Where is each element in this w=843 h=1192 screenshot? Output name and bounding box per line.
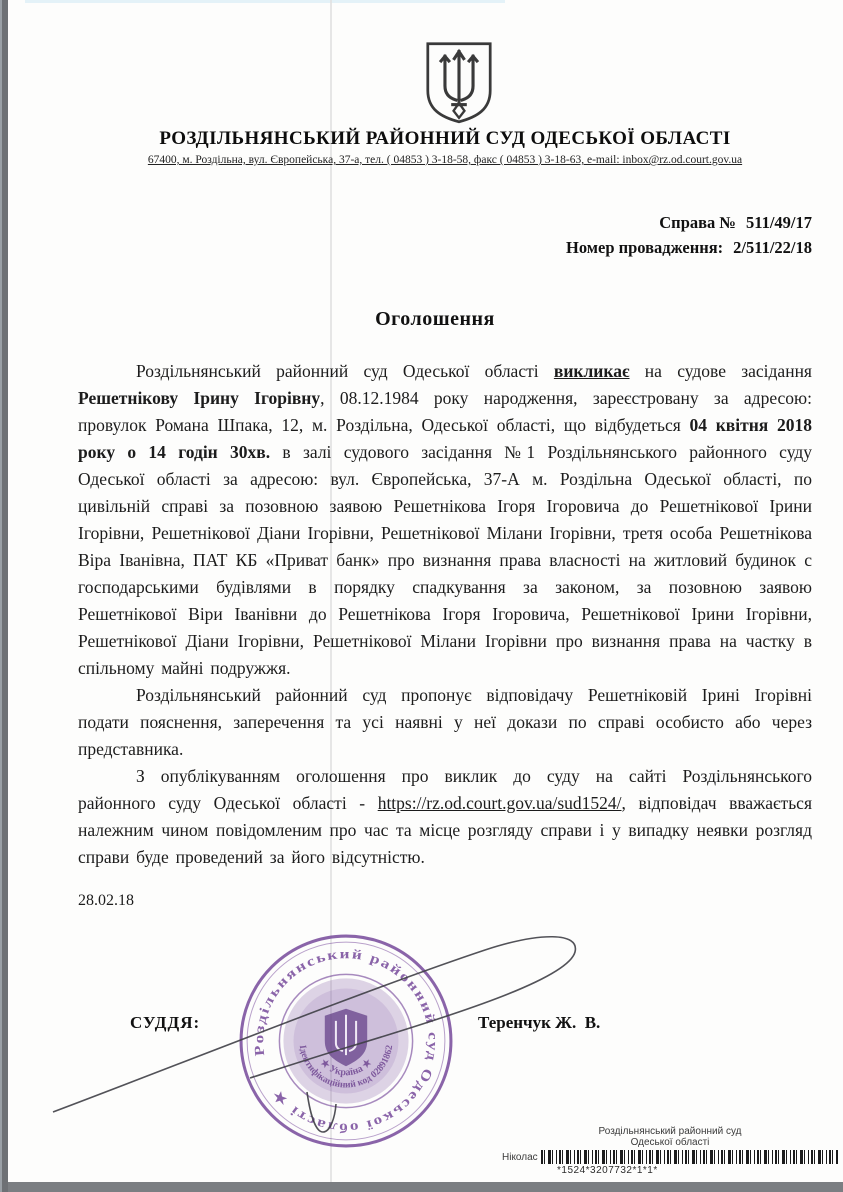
text-segment: З опублікуванням оголошення про виклик до суду на сайті Роздільнянського районного суду Одеської області -: [78, 766, 812, 813]
body-paragraph: [78, 763, 812, 871]
barcode-row: [502, 1150, 838, 1164]
footer-court-line1: Роздільнянський районний суд: [598, 1126, 742, 1137]
text-segment: викликає: [553, 361, 630, 381]
document-title: Оголошення: [375, 308, 495, 330]
court-website-url: https://rz.od.court.gov.ua/sud1524/: [377, 793, 622, 813]
text-segment: 04 квітня 2018 року о 14 годін 30хв.: [78, 415, 812, 462]
body-paragraph: [78, 682, 812, 763]
case-number-value: 511/49/17: [745, 213, 812, 232]
scan-edge-top: [25, 0, 505, 3]
case-number-label: Справа №: [659, 213, 736, 232]
document-date: 28.02.18: [78, 892, 134, 909]
case-info-block: [566, 210, 812, 260]
judge-label: СУДДЯ:: [130, 1013, 201, 1032]
stamp-outer-ring-text: Роздільнянський районний суд Одеської області ★: [251, 946, 441, 1136]
ukraine-trident-emblem: [420, 38, 498, 126]
document-body: [78, 358, 812, 871]
court-name-heading: РОЗДІЛЬНЯНСЬКИЙ РАЙОННИЙ СУД ОДЕСЬКОЇ ОБЛАСТІ: [159, 128, 731, 149]
stamp-country-text: ★ Україна ★: [317, 1056, 375, 1079]
registration-footer: [502, 1126, 838, 1176]
judge-name: Теренчук Ж. В.: [478, 1013, 601, 1032]
court-address-line: 67400, м. Роздільна, вул. Європейська, 37-а, тел. ( 04853 ) 3-18-58, факс ( 04853 ) 3-18-63, e-mail: inbox@rz.od.court.gov.ua: [147, 154, 743, 166]
body-paragraph: [78, 358, 812, 682]
proceeding-number-value: 2/511/22/18: [733, 238, 812, 257]
scan-edge-left: [0, 0, 8, 1192]
proceeding-number-label: Номер провадження:: [565, 238, 724, 257]
case-number-line: [566, 210, 812, 235]
text-segment: Роздільнянський районний суд пропонує відповідачу Решетніковій Ірині Ігорівні подати пояснення, заперечення та усі наявні у неї докази по справі особисто або через представника.: [78, 685, 812, 759]
registration-barcode: [541, 1150, 838, 1164]
text-segment: Решетнікову Ірину Ігорівну: [78, 388, 321, 408]
stamp-id-code-text: Ідентифікаційний код 02891862: [296, 1044, 396, 1091]
text-segment: , відповідач вважається належним чином повідомленим про час та місце розгляду справи і у випадку неявки розгляд справи буде проведений за його відсутністю.: [78, 793, 812, 867]
text-segment: , 08.12.1984 року народження, зареєстровану за адресою: провулок Романа Шпака, 12, м. Роздільна, Одеської області, що відбудеться: [78, 388, 812, 435]
footer-operator-name: Ніколас: [502, 1151, 538, 1163]
proceeding-number-line: [566, 235, 812, 260]
footer-court-line2: Одеської області: [630, 1137, 710, 1148]
court-round-stamp: [235, 930, 457, 1152]
text-segment: на судове засідання: [629, 361, 812, 381]
text-segment: в залі судового засідання №1 Роздільнянського районного суду Одеської області за адресою: вул. Європейська, 37-А м. Роздільна Одеської області, по цивільній справі за позовною заявою Решетнікова Ігоря Ігоровича до Решетнікової Ірини Ігорівни, Решетнікової Діани Ігорівни, Решетнікової Мілани Ігорівни, третя особа Решетнікова Віра Іванівна, ПАТ КБ «Приват банк» про визнання права власності на житловий будинок с господарськими будівлями в порядку спадкування за законом, за позовною заявою Решетнікової Віри Іванівни до Решетнікова Ігоря Ігоровича, Решетнікової Ірини Ігорівни, Решетнікової Діани Ігорівни, Решетнікової Мілани Ігорівни про визнання права на частку в спільному майні подружжя.: [78, 442, 812, 678]
scan-edge-bottom: [8, 1182, 843, 1192]
barcode-value: *1524*3207732*1*1*: [557, 1165, 658, 1176]
text-segment: Роздільнянський районний суд Одеської області: [136, 361, 554, 381]
